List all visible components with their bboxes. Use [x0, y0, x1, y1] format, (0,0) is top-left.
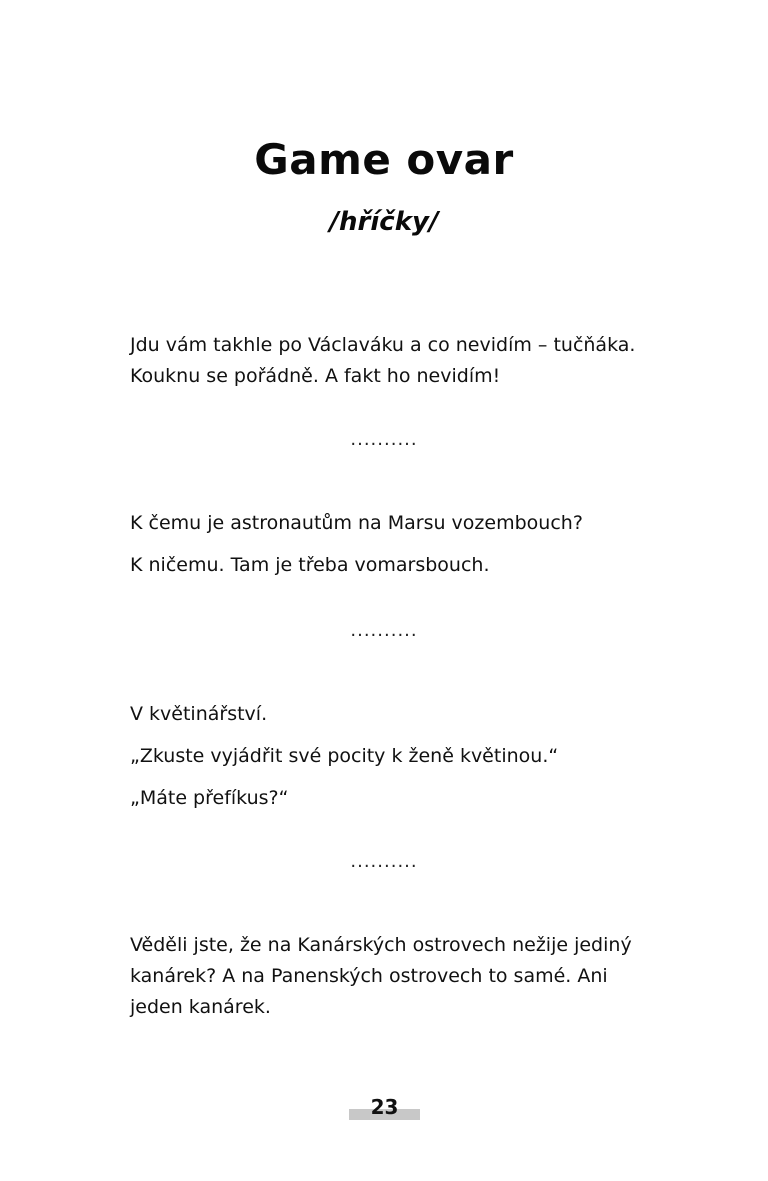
joke-3-line-3: „Máte přefíkus?“	[130, 787, 289, 809]
separator-1: ..........	[350, 429, 418, 450]
page-subtitle: /hříčky/	[329, 207, 439, 237]
joke-2-line-1: K čemu je astronautům na Marsu vozembouch?	[130, 512, 583, 534]
joke-1-line-1: Jdu vám takhle po Václaváku a co nevidím – tučňáka. Kouknu se pořádně. A fakt ho nevidím!	[130, 334, 636, 387]
joke-3-line-2: „Zkuste vyjádřit své pocity k ženě květinou.“	[130, 745, 559, 767]
separator-2: ..........	[350, 620, 418, 641]
separator-3: ..........	[350, 851, 418, 872]
joke-2-line-2: K ničemu. Tam je třeba vomarsbouch.	[130, 554, 490, 576]
page-title: Game ovar	[254, 135, 514, 184]
joke-4-line-1: Věděli jste, že na Kanárských ostrovech nežije jediný kanárek? A na Panenských ostrovech to samé. Ani jeden kanárek.	[130, 934, 632, 1018]
page-number: 23	[370, 1095, 399, 1119]
joke-3-line-1: V květinářství.	[130, 703, 268, 725]
